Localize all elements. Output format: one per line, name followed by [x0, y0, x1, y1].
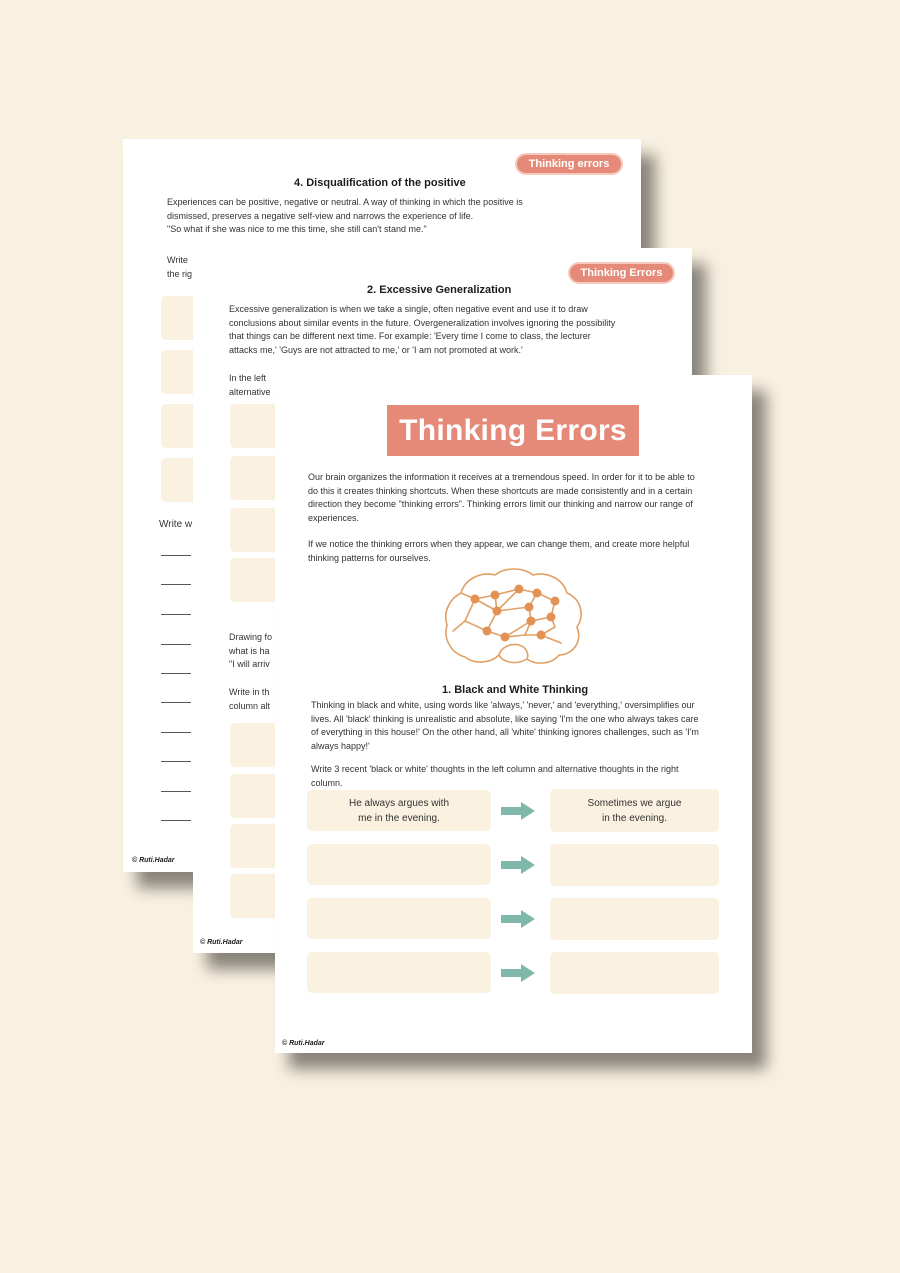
intro-line: dismissed, preserves a negative self-view and narrows the experience of life.	[167, 210, 474, 221]
instruction-line: Write	[167, 255, 188, 265]
example-alternative-line: Sometimes we argue	[587, 797, 682, 809]
copyright-label: © Ruti.Hadar	[132, 857, 175, 864]
section-title: 1. Black and White Thinking	[442, 684, 589, 696]
drawing-line: "I will arriv	[229, 659, 270, 669]
arrow-right-icon	[501, 856, 535, 874]
instruction-line: alternative	[229, 386, 271, 397]
intro-line: that things can be different next time. For example: 'Every time I come to class, the lecturer	[229, 331, 591, 341]
worksheet-page-black-white	[275, 375, 752, 1053]
intro-line: Experiences can be positive, negative or neutral. A way of thinking in which the positive is	[167, 197, 523, 207]
category-badge: Thinking errors	[515, 153, 623, 175]
example-thought-box[interactable]	[307, 790, 491, 831]
category-badge: Thinking Errors	[568, 262, 675, 284]
thought-input-box[interactable]	[307, 844, 491, 885]
section-line: of everything in this house!' On the other hand, all 'white' thinking ignores challenges, such as 'I'm	[311, 727, 699, 737]
notice-line: If we notice the thinking errors when they appear, we can change them, and create more helpful	[308, 539, 690, 549]
instruction-line: In the left	[229, 373, 267, 383]
instruction-text	[167, 254, 192, 281]
intro-line: do this it creates thinking shortcuts. When these shortcuts are made consistently and in a certain	[308, 485, 693, 496]
instruction-line: the rig	[167, 268, 193, 279]
task-line: Write 3 recent 'black or white' thoughts in the left column and alternative thoughts in the right	[311, 764, 679, 774]
intro-line: attacks me,' 'Guys are not attracted to me,' or 'I am not promoted at work.'	[229, 344, 523, 355]
brain-network-icon	[441, 565, 585, 671]
copyright-label: © Ruti.Hadar	[200, 939, 243, 946]
intro-line: Excessive generalization is when we take a single, often negative event and use it to draw	[229, 304, 588, 314]
answer-line[interactable]	[161, 673, 191, 674]
drawing-text	[229, 631, 272, 672]
section-title: 4. Disqualification of the positive	[294, 177, 466, 189]
instruction-text	[229, 372, 271, 399]
notice-paragraph	[308, 538, 728, 565]
section-intro	[229, 303, 669, 357]
notice-line: thinking patterns for ourselves.	[308, 552, 431, 563]
answer-line[interactable]	[161, 584, 191, 585]
answer-line[interactable]	[161, 820, 191, 821]
section-line: always happy!'	[311, 740, 370, 751]
write-line: column alt	[229, 700, 271, 711]
section-intro	[167, 196, 607, 237]
intro-paragraph	[308, 471, 728, 525]
drawing-line: what is ha	[229, 645, 270, 656]
write-instruction: Write w	[159, 519, 193, 530]
answer-line[interactable]	[161, 644, 191, 645]
write-instruction	[229, 686, 270, 713]
example-thought-line: me in the evening.	[358, 812, 440, 824]
intro-line: experiences.	[308, 512, 360, 523]
task-line: column.	[311, 777, 343, 788]
section-line: Thinking in black and white, using words like 'always,' 'never,' and 'everything,' oversimplifies our	[311, 700, 695, 710]
drawing-line: Drawing fo	[229, 632, 273, 642]
answer-line[interactable]	[161, 761, 191, 762]
intro-line: "So what if she was nice to me this time, she still can't stand me."	[167, 224, 427, 234]
intro-line: direction they become "thinking errors". Thinking errors limit our thinking and narrow our range of	[308, 499, 693, 509]
intro-line: Our brain organizes the information it receives at a tremendous speed. In order for it to be able to	[308, 472, 695, 482]
alternative-input-box[interactable]	[550, 844, 719, 886]
write-line: Write in th	[229, 687, 270, 697]
example-alternative-line: in the evening.	[601, 812, 668, 824]
example-thought-line: He always argues with	[348, 797, 450, 809]
example-alternative-box[interactable]	[550, 789, 719, 832]
section-paragraph	[311, 699, 731, 753]
arrow-right-icon	[501, 964, 535, 982]
answer-line[interactable]	[161, 732, 191, 733]
page-title: Thinking Errors	[387, 405, 639, 456]
arrow-right-icon	[501, 802, 535, 820]
answer-line[interactable]	[161, 791, 191, 792]
answer-line[interactable]	[161, 555, 191, 556]
task-instruction	[311, 763, 731, 790]
alternative-input-box[interactable]	[550, 898, 719, 940]
arrow-right-icon	[501, 910, 535, 928]
section-title: 2. Excessive Generalization	[367, 284, 512, 296]
answer-line[interactable]	[161, 614, 191, 615]
answer-line[interactable]	[161, 702, 191, 703]
thought-input-box[interactable]	[307, 952, 491, 993]
section-line: lives. All 'black' thinking is unrealistic and absolute, like saying 'I'm the one who always takes care	[311, 713, 699, 724]
copyright-label: © Ruti.Hadar	[282, 1040, 325, 1047]
intro-line: conclusions about similar events in the future. Overgeneralization involves ignoring the possibility	[229, 317, 616, 328]
thought-input-box[interactable]	[307, 898, 491, 939]
alternative-input-box[interactable]	[550, 952, 719, 994]
